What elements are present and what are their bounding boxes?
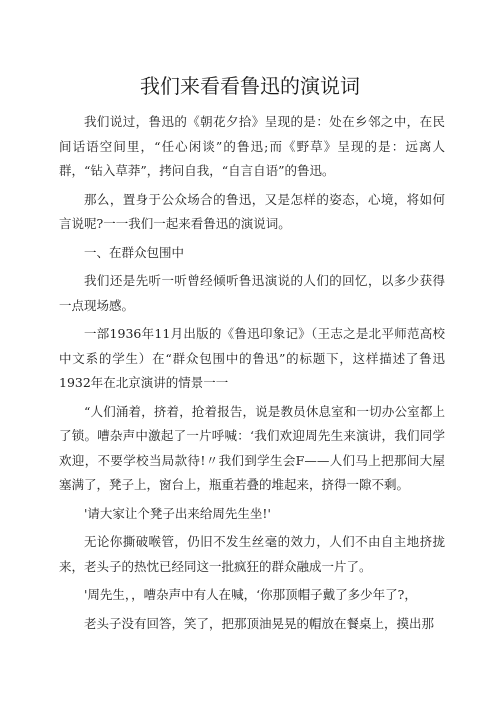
paragraph: '请大家让个凳子出来给周先生坐!' xyxy=(84,505,271,521)
paragraph: 那么，置身于公众场合的鲁迅，又是怎样的姿态，心境，将如何言说呢?一一我们一起来看鲁迅的演说词。 xyxy=(59,191,445,231)
paragraph: 我们说过，鲁迅的《朝花夕拾》呈现的是：处在乡邻之中，在民间话语空间里，“任心闲谈”的鲁迅;而《野草》呈现的是：远离人群，“钻入草莽”，拷问自我，“自言自语”的鲁迅。 xyxy=(59,114,445,178)
paragraph: '周先生，，嘈杂声中有人在喊，‘你那顶帽子戴了多少年了?， xyxy=(84,587,417,602)
paragraph: 我们还是先听一听曾经倾听鲁迅演说的人们的回忆，以多少获得一点现场感。 xyxy=(59,273,445,313)
quote-paragraph: “人们涌着，挤着，抢着报告，说是教员休息室和一切办公室都上了锁。嘈杂声中激起了一片呼喊：‘我们欢迎周先生来演讲，我们同学欢迎，不要学校当局款待!〃我们到学生会F——人们马上把那间大屋塞满了，凳子上，窗台上，瓶重若叠的堆起来，挤得一隙不剩。 xyxy=(59,403,445,492)
document-body xyxy=(59,110,445,636)
paragraph: 老头子没有回答，笑了，把那顶油晃晃的帽放在餐桌上，摸出那 xyxy=(84,615,435,631)
section-heading: 一、在群众包围中 xyxy=(84,244,185,260)
document-title: 我们来看看鲁迅的演说词 xyxy=(140,74,360,98)
paragraph: 无论你撕破喉管，仍旧不发生丝毫的效力，人们不由自主地挤拢来，老头子的热忱已经同这一批疯狂的群众融成一片了。 xyxy=(59,534,445,574)
paragraph: 一部1936年11月出版的《鲁迅印象记》（王志之是北平师范高校中文系的学生）在“群众包围中的鲁迅”的标题下，这样描述了鲁迅1932年在北京演讲的情景一一 xyxy=(59,326,445,390)
